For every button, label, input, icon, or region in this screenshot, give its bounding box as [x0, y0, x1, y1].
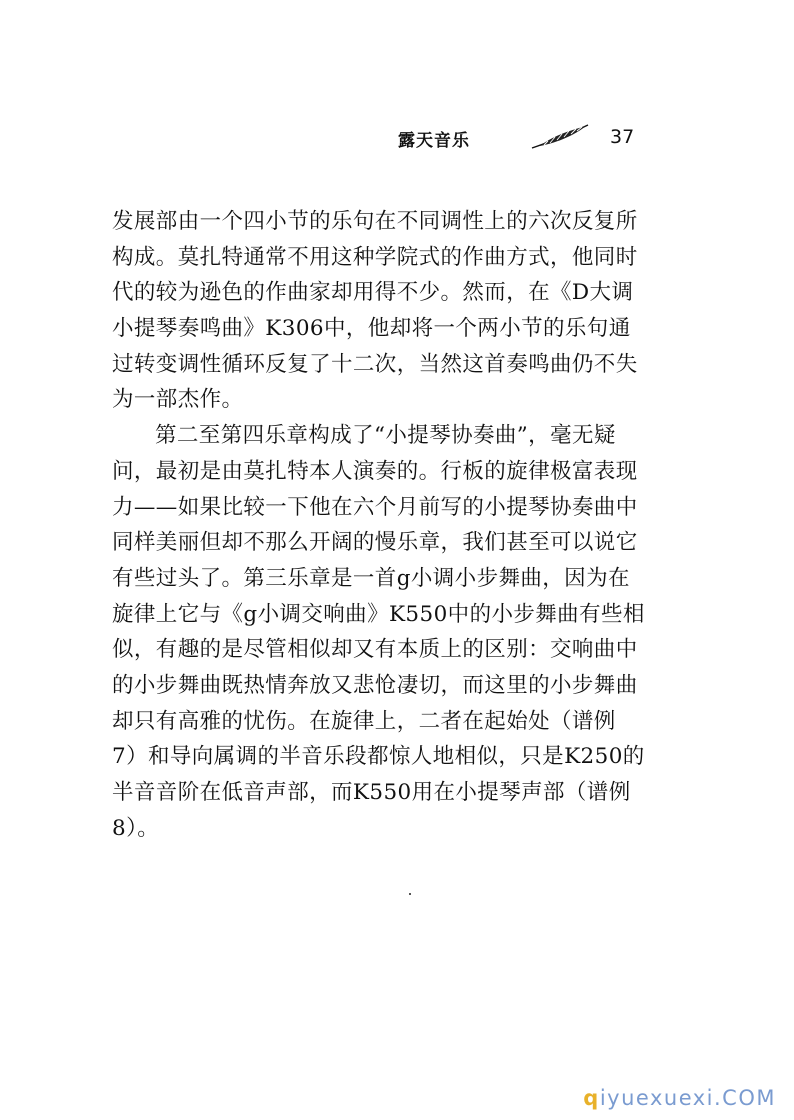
feather-quill-icon — [530, 122, 592, 152]
text-line: 却只有高雅的忧伤。在旋律上，二者在起始处（谱例 — [112, 708, 616, 734]
text-line: 小提琴奏鸣曲》K306中，他却将一个两小节的乐句通 — [112, 316, 631, 342]
running-header — [398, 122, 648, 156]
text-line: 半音音阶在低音声部，而K550用在小提琴声部（谱例 — [112, 780, 631, 805]
text-line: 为一部杰作。 — [112, 387, 244, 413]
site-watermark — [583, 1086, 776, 1110]
text-line: 8）。 — [112, 815, 160, 841]
text-line: 似，有趣的是尽管相似却又有本质上的区别：交响曲中 — [112, 637, 638, 663]
text-line: 发展部由一个四小节的乐句在不同调性上的六次反复所 — [112, 209, 638, 234]
text-line: 7）和导向属调的半音乐段都惊人地相似，只是K250的 — [112, 744, 645, 770]
watermark-first-letter: q — [583, 1086, 600, 1110]
text-line: 代的较为逊色的作曲家却用得不少。然而，在《D大调 — [112, 280, 634, 306]
running-title: 露天音乐 — [398, 131, 470, 151]
text-line: 力——如果比较一下他在六个月前写的小提琴协奏曲中 — [112, 494, 638, 520]
text-line: 过转变调性循环反复了十二次，当然这首奏鸣曲仍不失 — [112, 351, 638, 377]
watermark-text: iyuexuexi.COM — [599, 1086, 776, 1110]
text-line: 有些过头了。第三乐章是一首g小调小步舞曲，因为在 — [112, 565, 630, 591]
page-number: 37 — [610, 126, 635, 148]
text-line: 的小步舞曲既热情奔放又悲怆凄切，而这里的小步舞曲 — [112, 672, 638, 698]
text-line: 构成。莫扎特通常不用这种学院式的作曲方式，他同时 — [112, 244, 638, 270]
stray-dot — [409, 893, 411, 895]
text-line: 问，最初是由莫扎特本人演奏的。行板的旋律极富表现 — [112, 458, 638, 484]
text-line: 旋律上它与《g小调交响曲》K550中的小步舞曲有些相 — [112, 601, 645, 627]
text-line: 同样美丽但却不那么开阔的慢乐章，我们甚至可以说它 — [112, 530, 638, 556]
body-text — [112, 204, 690, 846]
paragraph-start-line: 第二至第四乐章构成了“小提琴协奏曲”，毫无疑 — [155, 423, 616, 449]
